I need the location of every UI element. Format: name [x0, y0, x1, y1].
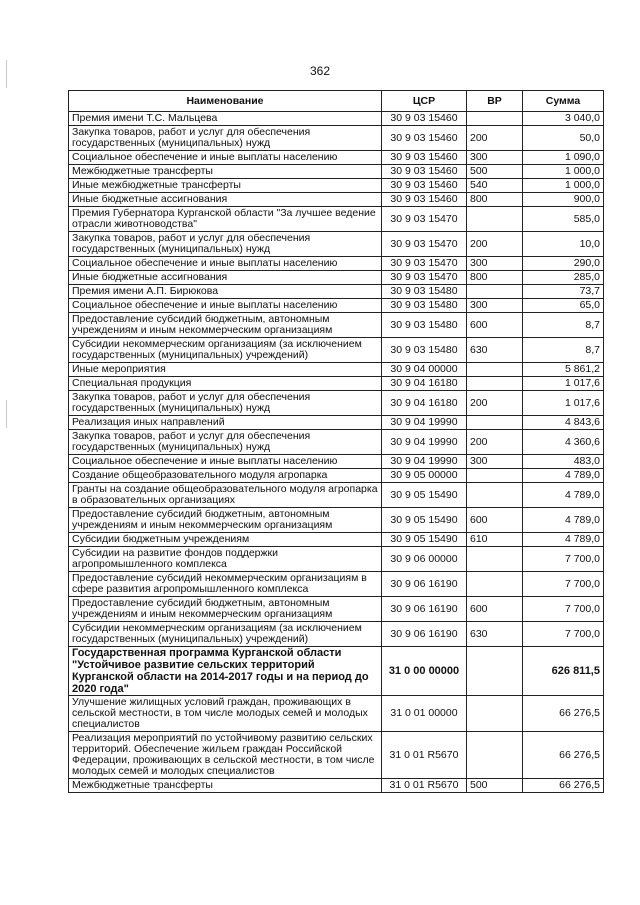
table-row [69, 285, 604, 299]
row-sum: 900,0 [523, 193, 604, 207]
row-vr: 200 [467, 430, 523, 455]
row-csr: 31 0 01 R5670 [382, 732, 467, 779]
row-name: Закупка товаров, работ и услуг для обеспечения государственных (муниципальных) нужд [69, 232, 382, 257]
row-sum: 4 789,0 [523, 483, 604, 508]
row-name: Предоставление субсидий бюджетным, автономным учреждениям и иным некоммерческим организациям [69, 313, 382, 338]
row-csr: 30 9 03 15470 [382, 257, 467, 271]
row-vr [467, 363, 523, 377]
table-row [69, 377, 604, 391]
table-row [69, 647, 604, 696]
row-name: Социальное обеспечение и иные выплаты населению [69, 151, 382, 165]
row-csr: 30 9 04 19990 [382, 430, 467, 455]
row-vr [467, 469, 523, 483]
table-row [69, 622, 604, 647]
row-csr: 30 9 03 15480 [382, 313, 467, 338]
table-row [69, 338, 604, 363]
row-name: Социальное обеспечение и иные выплаты населению [69, 455, 382, 469]
table-row [69, 126, 604, 151]
row-csr: 30 9 05 15490 [382, 533, 467, 547]
table-row [69, 391, 604, 416]
table-row [69, 193, 604, 207]
row-vr [467, 732, 523, 779]
row-csr: 30 9 04 00000 [382, 363, 467, 377]
row-vr: 630 [467, 338, 523, 363]
row-sum: 285,0 [523, 271, 604, 285]
row-sum: 7 700,0 [523, 547, 604, 572]
row-csr: 30 9 03 15460 [382, 165, 467, 179]
scan-edge-mark [6, 400, 7, 428]
row-csr: 30 9 03 15480 [382, 338, 467, 363]
row-name: Иные бюджетные ассигнования [69, 193, 382, 207]
table-row [69, 732, 604, 779]
scan-edge-mark [6, 60, 7, 88]
header-vr: ВР [467, 91, 523, 112]
table-body [69, 112, 604, 793]
row-sum: 1 000,0 [523, 165, 604, 179]
row-csr: 30 9 04 19990 [382, 455, 467, 469]
row-sum: 66 276,5 [523, 732, 604, 779]
row-csr: 30 9 06 00000 [382, 547, 467, 572]
row-name: Премия имени Т.С. Мальцева [69, 112, 382, 126]
row-sum: 4 789,0 [523, 508, 604, 533]
page-number: 362 [309, 64, 331, 78]
row-vr [467, 647, 523, 696]
row-name: Государственная программа Курганской области "Устойчивое развитие сельских территорий Курганской области на 2014-2017 годы и на период до 2020 года" [69, 647, 382, 696]
table-row [69, 363, 604, 377]
row-sum: 1 090,0 [523, 151, 604, 165]
table-row [69, 483, 604, 508]
row-vr: 300 [467, 257, 523, 271]
row-sum: 66 276,5 [523, 779, 604, 793]
row-sum: 4 789,0 [523, 533, 604, 547]
row-sum: 483,0 [523, 455, 604, 469]
row-name: Улучшение жилищных условий граждан, проживающих в сельской местности, в том числе молодых семей и молодых специалистов [69, 696, 382, 732]
row-vr [467, 416, 523, 430]
row-sum: 7 700,0 [523, 622, 604, 647]
row-csr: 30 9 06 16190 [382, 622, 467, 647]
row-vr [467, 572, 523, 597]
row-csr: 30 9 03 15470 [382, 207, 467, 232]
row-vr: 600 [467, 597, 523, 622]
row-sum: 8,7 [523, 338, 604, 363]
row-vr: 300 [467, 455, 523, 469]
row-vr [467, 696, 523, 732]
row-name: Закупка товаров, работ и услуг для обеспечения государственных (муниципальных) нужд [69, 430, 382, 455]
table-row [69, 533, 604, 547]
row-name: Закупка товаров, работ и услуг для обеспечения государственных (муниципальных) нужд [69, 126, 382, 151]
table-row [69, 572, 604, 597]
header-sum: Сумма [523, 91, 604, 112]
row-vr: 540 [467, 179, 523, 193]
row-vr: 500 [467, 165, 523, 179]
row-name: Реализация иных направлений [69, 416, 382, 430]
row-csr: 31 0 01 00000 [382, 696, 467, 732]
row-name: Создание общеобразовательного модуля агропарка [69, 469, 382, 483]
row-name: Социальное обеспечение и иные выплаты населению [69, 299, 382, 313]
row-csr: 30 9 06 16190 [382, 572, 467, 597]
row-vr: 800 [467, 193, 523, 207]
row-vr: 600 [467, 313, 523, 338]
row-csr: 30 9 03 15460 [382, 179, 467, 193]
table-row [69, 597, 604, 622]
row-name: Премия имени А.П. Бирюкова [69, 285, 382, 299]
row-vr: 800 [467, 271, 523, 285]
row-csr: 31 0 00 00000 [382, 647, 467, 696]
row-sum: 4 789,0 [523, 469, 604, 483]
table-row [69, 151, 604, 165]
row-name: Специальная продукция [69, 377, 382, 391]
row-vr [467, 483, 523, 508]
table-row [69, 299, 604, 313]
table-row [69, 232, 604, 257]
row-name: Субсидии на развитие фондов поддержки агропромышленного комплекса [69, 547, 382, 572]
row-name: Предоставление субсидий некоммерческим организациям в сфере развития агропромышленного комплекса [69, 572, 382, 597]
row-name: Гранты на создание общеобразовательного модуля агропарка в образовательных организациях [69, 483, 382, 508]
row-name: Межбюджетные трансферты [69, 779, 382, 793]
table-row [69, 696, 604, 732]
row-csr: 31 0 01 R5670 [382, 779, 467, 793]
row-sum: 626 811,5 [523, 647, 604, 696]
row-csr: 30 9 05 15490 [382, 508, 467, 533]
row-csr: 30 9 03 15460 [382, 151, 467, 165]
row-name: Иные межбюджетные трансферты [69, 179, 382, 193]
row-vr: 630 [467, 622, 523, 647]
row-sum: 7 700,0 [523, 572, 604, 597]
row-sum: 290,0 [523, 257, 604, 271]
row-vr: 200 [467, 126, 523, 151]
row-csr: 30 9 04 19990 [382, 416, 467, 430]
table-row [69, 469, 604, 483]
row-vr: 610 [467, 533, 523, 547]
row-sum: 50,0 [523, 126, 604, 151]
row-csr: 30 9 04 16180 [382, 377, 467, 391]
header-csr: ЦСР [382, 91, 467, 112]
table-row [69, 313, 604, 338]
row-csr: 30 9 03 15480 [382, 285, 467, 299]
row-vr [467, 377, 523, 391]
row-vr [467, 285, 523, 299]
table-row [69, 430, 604, 455]
row-sum: 5 861,2 [523, 363, 604, 377]
row-vr: 600 [467, 508, 523, 533]
header-name: Наименование [69, 91, 382, 112]
row-name: Предоставление субсидий бюджетным, автономным учреждениям и иным некоммерческим организациям [69, 508, 382, 533]
row-name: Межбюджетные трансферты [69, 165, 382, 179]
row-sum: 1 017,6 [523, 377, 604, 391]
row-vr: 300 [467, 299, 523, 313]
row-sum: 10,0 [523, 232, 604, 257]
row-name: Социальное обеспечение и иные выплаты населению [69, 257, 382, 271]
row-name: Иные бюджетные ассигнования [69, 271, 382, 285]
row-csr: 30 9 03 15460 [382, 112, 467, 126]
row-csr: 30 9 03 15460 [382, 193, 467, 207]
row-sum: 4 360,6 [523, 430, 604, 455]
budget-table [68, 90, 604, 793]
row-vr: 500 [467, 779, 523, 793]
table-row [69, 207, 604, 232]
row-sum: 8,7 [523, 313, 604, 338]
row-csr: 30 9 06 16190 [382, 597, 467, 622]
row-sum: 7 700,0 [523, 597, 604, 622]
row-vr: 200 [467, 232, 523, 257]
table-row [69, 271, 604, 285]
table-row [69, 779, 604, 793]
table-row [69, 112, 604, 126]
row-sum: 585,0 [523, 207, 604, 232]
row-sum: 4 843,6 [523, 416, 604, 430]
row-name: Закупка товаров, работ и услуг для обеспечения государственных (муниципальных) нужд [69, 391, 382, 416]
row-name: Иные мероприятия [69, 363, 382, 377]
row-name: Субсидии некоммерческим организациям (за исключением государственных (муниципальных) учреждений) [69, 338, 382, 363]
row-sum: 1 017,6 [523, 391, 604, 416]
row-sum: 66 276,5 [523, 696, 604, 732]
row-vr: 200 [467, 391, 523, 416]
row-sum: 73,7 [523, 285, 604, 299]
table-row [69, 257, 604, 271]
table-row [69, 455, 604, 469]
row-csr: 30 9 05 00000 [382, 469, 467, 483]
row-name: Субсидии бюджетным учреждениям [69, 533, 382, 547]
table-row [69, 179, 604, 193]
row-csr: 30 9 03 15470 [382, 271, 467, 285]
table-row [69, 508, 604, 533]
row-vr [467, 207, 523, 232]
row-name: Реализация мероприятий по устойчивому развитию сельских территорий. Обеспечение жильем граждан Российской Федерации, проживающих в сельской местности, в том числе молодых семей и молодых специалистов [69, 732, 382, 779]
row-csr: 30 9 03 15480 [382, 299, 467, 313]
row-vr [467, 112, 523, 126]
row-vr: 300 [467, 151, 523, 165]
table-row [69, 416, 604, 430]
row-csr: 30 9 03 15470 [382, 232, 467, 257]
table-header-row [69, 91, 604, 112]
table-row [69, 165, 604, 179]
row-csr: 30 9 05 15490 [382, 483, 467, 508]
row-name: Предоставление субсидий бюджетным, автономным учреждениям и иным некоммерческим организациям [69, 597, 382, 622]
table-row [69, 547, 604, 572]
row-sum: 3 040,0 [523, 112, 604, 126]
row-name: Премия Губернатора Курганской области "За лучшее ведение отрасли животноводства" [69, 207, 382, 232]
row-sum: 1 000,0 [523, 179, 604, 193]
row-name: Субсидии некоммерческим организациям (за исключением государственных (муниципальных) учреждений) [69, 622, 382, 647]
row-csr: 30 9 03 15460 [382, 126, 467, 151]
row-csr: 30 9 04 16180 [382, 391, 467, 416]
row-vr [467, 547, 523, 572]
row-sum: 65,0 [523, 299, 604, 313]
